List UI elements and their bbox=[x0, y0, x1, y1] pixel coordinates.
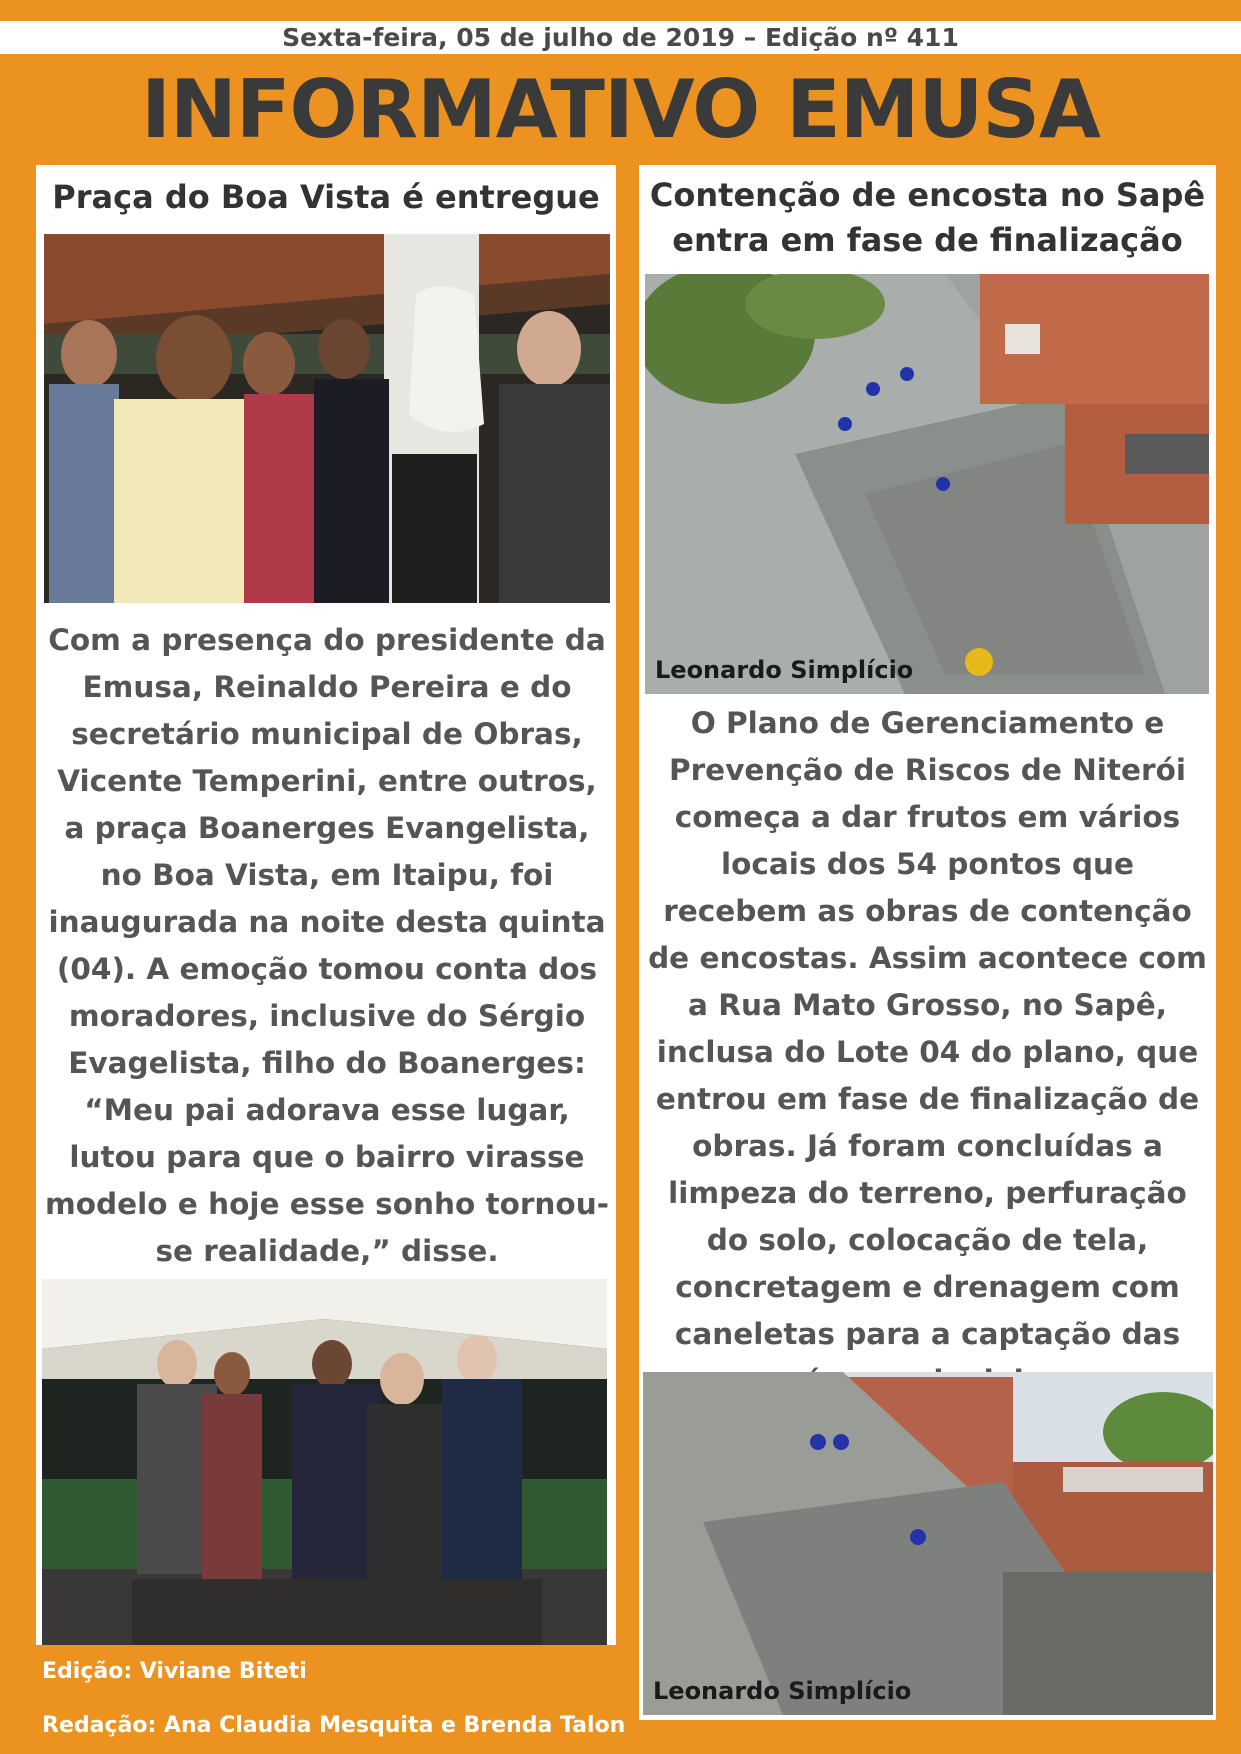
right-article-body: O Plano de Gerenciamento e Prevenção de Riscos de Niterói começa a dar frutos em vários locais dos 54 pontos que recebem as obras de contenção de encostas. Assim acontece com a Rua Mato Grosso, no Sapê, inclusa do Lote 04 do plano, que entrou em fase de finalização de obras. Já foram concluídas a limpeza do terreno, perfuração do solo, colocação de tela, concretagem e drenagem com caneletas para a captação das bbox=[648, 706, 1207, 1351]
left-article bbox=[36, 165, 616, 1645]
footer-writers: Redação: Ana Claudia Mesquita e Brenda Talon bbox=[42, 1713, 626, 1738]
plaque-unveiling-photo bbox=[44, 234, 610, 603]
left-article-headline: Praça do Boa Vista é entregue bbox=[52, 178, 600, 216]
masthead-title: INFORMATIVO EMUSA bbox=[141, 63, 1100, 156]
right-photo-credit-bottom: Leonardo Simplício bbox=[653, 1677, 912, 1705]
right-article-headline: Contenção de encosta no Sapê entra em fase de finalização bbox=[649, 176, 1206, 259]
slope-aerial-photo bbox=[645, 274, 1209, 694]
left-article-body: Com a presença do presidente da Emusa, Reinaldo Pereira e do secretário municipal de Obras, Vicente Temperini, entre outros, a praça Boanerges Evangelista, no Boa Vista, em Itaipu, foi inaugurada na noite desta quinta (04). A emoção tomou conta dos moradores, inclusive do Sérgio Evagelista, filho do Boanerges: “Meu pai adorava esse lugar, lutou para que o bairro virasse modelo e hoje esse sonho tornou-se realidade,” disse. bbox=[45, 623, 609, 1268]
slope-workers-photo bbox=[643, 1372, 1213, 1715]
stage-group-photo bbox=[42, 1279, 607, 1645]
footer-editor: Edição: Viviane Biteti bbox=[42, 1659, 307, 1684]
right-article bbox=[639, 165, 1216, 1720]
dateline: Sexta-feira, 05 de julho de 2019 – Edição nº 411 bbox=[0, 21, 1241, 54]
right-photo-credit-top: Leonardo Simplício bbox=[655, 656, 914, 684]
